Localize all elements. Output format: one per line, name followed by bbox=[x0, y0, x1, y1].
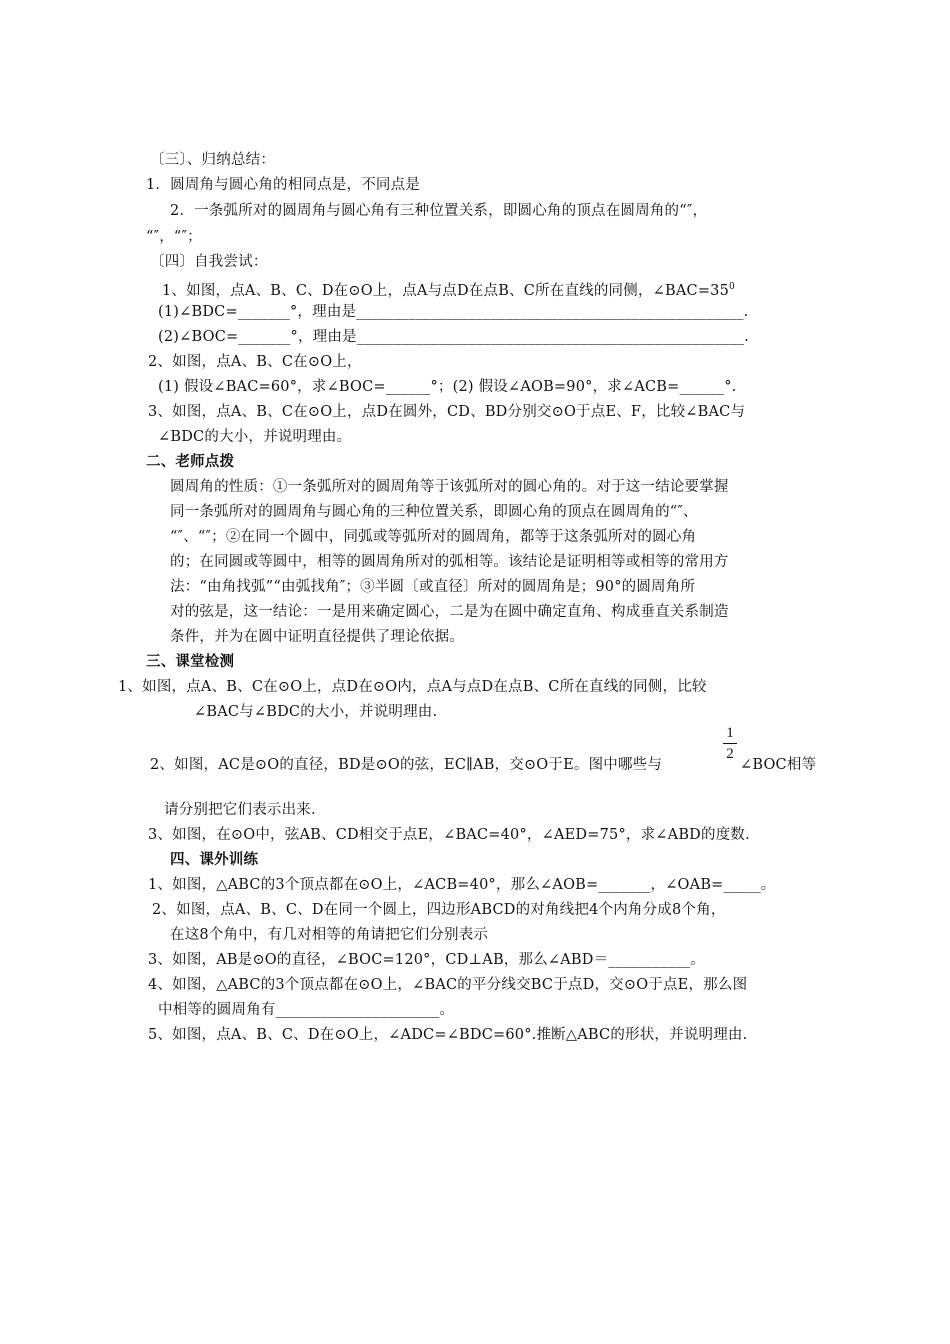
extra-q3: 3、如图，AB是⊙O的直径，∠BOC=120°，CD⊥AB，那么∠ABD＝___________。 bbox=[148, 952, 705, 968]
teacher-line-2: 同一条弧所对的圆周角与圆心角的三种位置关系，即圆心角的顶点在圆周角的“″、 bbox=[170, 504, 698, 520]
self-try-q2: 2、如图，点A、B、C在⊙O上， bbox=[148, 354, 362, 370]
half-fraction bbox=[723, 724, 737, 763]
classroom-q1-line1: 1、如图，点A、B、C在⊙O上，点D在⊙O内，点A与点D在点B、C所在直线的同侧，比较 bbox=[118, 679, 707, 695]
self-try-heading: 〔四〕自我尝试： bbox=[150, 254, 268, 270]
classroom-q3: 3、如图，在⊙O中，弦AB、CD相交于点E，∠BAC=40°，∠AED=75°，求∠ABD的度数. bbox=[148, 827, 750, 843]
extra-q4-line1: 4、如图，△ABC的3个顶点都在⊙O上，∠BAC的平分线交BC于点D，交⊙O于点E，那么图 bbox=[148, 977, 748, 993]
summary-item-2-line2: “″，“″； bbox=[146, 229, 202, 245]
extra-q5: 5、如图，点A、B、C、D在⊙O上，∠ADC=∠BDC=60°.推断△ABC的形状，并说明理由. bbox=[148, 1027, 748, 1043]
teacher-line-4: 的；在同圆或等圆中，相等的圆周角所对的弧相等。该结论是证明相等或相等的常用方 bbox=[170, 554, 729, 570]
classroom-q2-line2: 请分别把它们表示出来. bbox=[164, 802, 316, 818]
self-try-q2-sub: (1) 假设∠BAC=60°，求∠BOC=______°；(2) 假设∠AOB=90°，求∠ACB=______°. bbox=[158, 379, 737, 395]
extra-q1: 1、如图，△ABC的3个顶点都在⊙O上，∠ACB=40°，那么∠AOB=_______，∠OAB=_____。 bbox=[148, 877, 776, 893]
extra-q4-line2: 中相等的圆周角有______________________。 bbox=[158, 1002, 455, 1018]
self-try-q1: 1、如图，点A、B、C、D在⊙O上，点A与点D在点B、C所在直线的同侧，$\angle BAC=35^0$ bbox=[162, 282, 735, 299]
self-try-q1-a: (1)∠BDC=_______°，理由是____________________________________________________. bbox=[158, 304, 749, 320]
teacher-line-6: 对的弦是，这一结论：一是用来确定圆心，二是为在圆中确定直角、构成垂直关系制造 bbox=[170, 604, 729, 620]
extra-q2-line2: 在这8个角中，有几对相等的角请把它们分别表示 bbox=[170, 927, 489, 943]
self-try-q1-b: (2)∠BOC=_______°，理由是____________________________________________________. bbox=[158, 329, 749, 345]
summary-heading: 〔三〕、归纳总结： bbox=[150, 152, 276, 168]
self-try-q3-line2: ∠BDC的大小，并说明理由。 bbox=[158, 429, 352, 445]
classroom-q2-main: 2、如图，AC是⊙O的直径，BD是⊙O的弦，EC∥AB，交⊙O于E。图中哪些与 bbox=[150, 757, 663, 773]
classroom-q1-line2: ∠BAC与∠BDC的大小，并说明理由. bbox=[194, 704, 438, 720]
teacher-line-7: 条件，并为在圆中证明直径提供了理论依据。 bbox=[170, 629, 464, 645]
teacher-line-5: 法：“由角找弧”“由弧找角″；③半圆〔或直径〕所对的圆周角是；90°的圆周角所 bbox=[170, 579, 696, 595]
classroom-q2-tail: ∠BOC相等 bbox=[740, 757, 817, 773]
self-try-q3-line1: 3、如图，点A、B、C在⊙O上，点D在圆外，CD、BD分别交⊙O于点E、F，比较∠BAC与 bbox=[148, 404, 746, 420]
extra-q2-line1: 2、如图，点A、B、C、D在同一个圆上，四边形ABCD的对角线把4个内角分成8个角， bbox=[152, 902, 726, 918]
fraction-numerator: 1 bbox=[726, 725, 734, 741]
teacher-line-1: 圆周角的性质：①一条弧所对的圆周角等于该弧所对的圆心角的。对于这一结论要掌握 bbox=[170, 479, 729, 495]
summary-item-1: 1．圆周角与圆心角的相同点是，不同点是 bbox=[146, 177, 421, 193]
classroom-heading: 三、课堂检测 bbox=[146, 654, 235, 670]
fraction-denominator: 2 bbox=[726, 746, 734, 762]
fraction-bar bbox=[723, 743, 737, 744]
teacher-line-3: “″、“″；②在同一个圆中，同弧或等弧所对的圆周角，都等于这条弧所对的圆心角 bbox=[170, 529, 697, 545]
extra-heading: 四、课外训练 bbox=[170, 852, 259, 868]
degree-superscript: 0 bbox=[729, 282, 735, 292]
summary-item-2-line1: 2．一条弧所对的圆周角与圆心角有三种位置关系，即圆心角的顶点在圆周角的“″， bbox=[170, 203, 708, 219]
teacher-heading: 二、老师点拨 bbox=[146, 454, 235, 470]
